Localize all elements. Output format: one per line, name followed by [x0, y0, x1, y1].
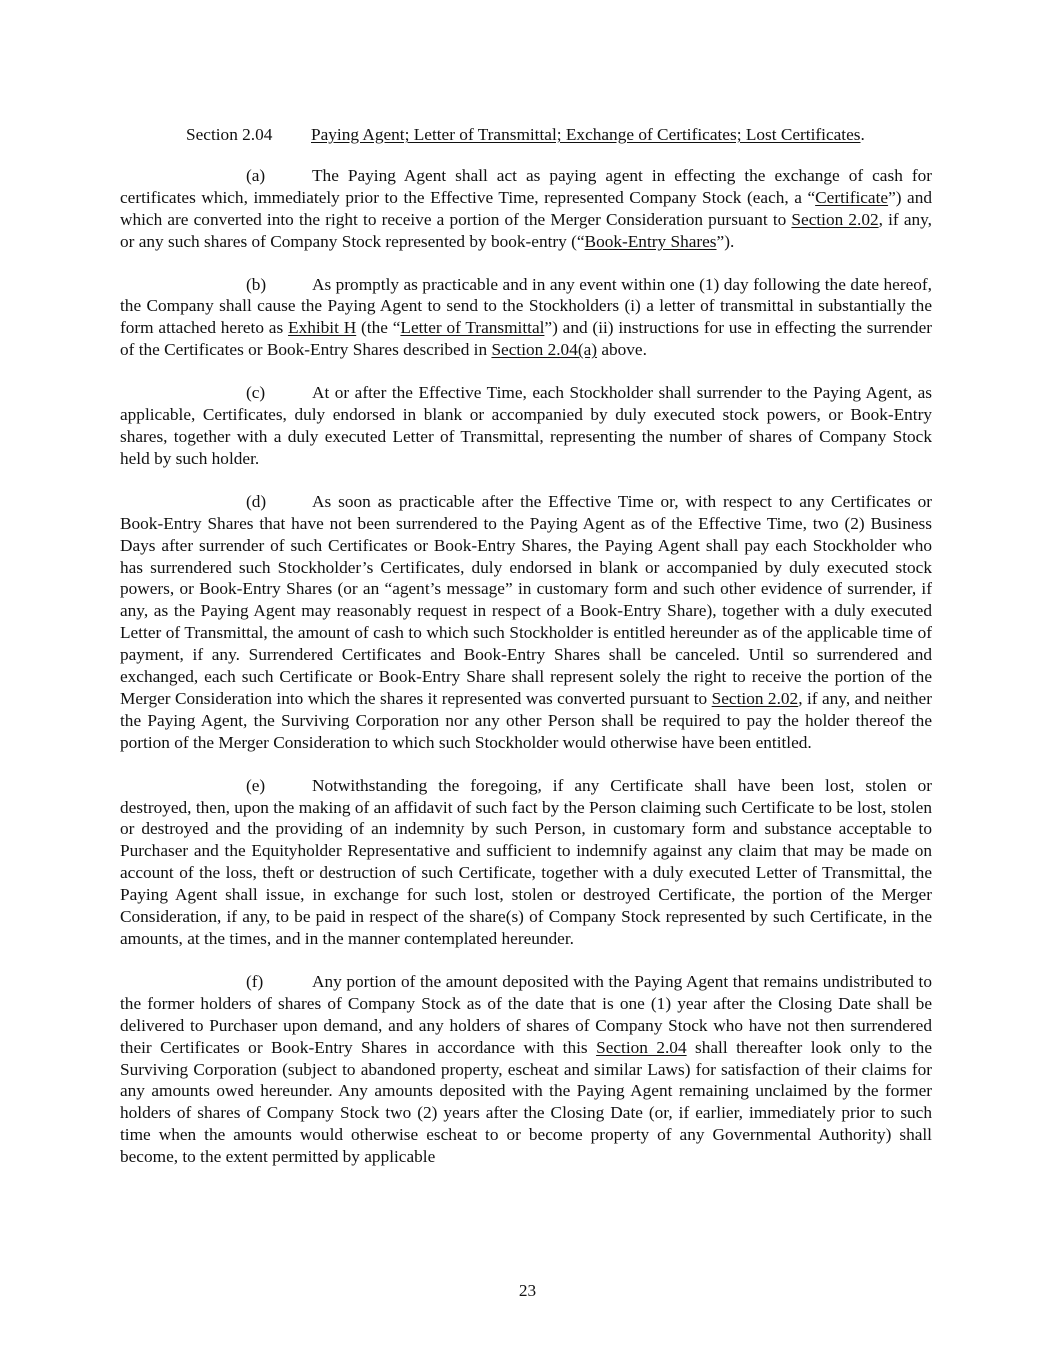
- document-page: [120, 124, 932, 1189]
- cross-reference-section-2-02: Section 2.02: [791, 209, 879, 229]
- paragraph-label: (d): [246, 491, 267, 511]
- section-number: Section 2.04: [186, 125, 273, 144]
- paragraph-c: (c) At or after the Effective Time, each Stockholder shall surrender to the Paying Agent, as applicable, Certificates, duly endorsed in blank or accompanied by duly executed stock powers, or Book-Entry shares, together with a duly executed Letter of Transmittal, representing the number of shares of Company Stock held by such holder.: [120, 383, 932, 468]
- paragraph-e: (e) Notwithstanding the foregoing, if any Certificate shall have been lost, stolen or destroyed, then, upon the making of an affidavit of such fact by the Person claiming such Certificate to be lost, stolen or destroyed and the providing of an indemnity by such Person, in customary form and substance acceptable to Purchaser and the Equityholder Representative and sufficient to indemnify against any claim that may be made on account of the loss, theft or destruction of such Certificate, together with a duly executed Letter of Transmittal, the Paying Agent shall issue, in exchange for such lost, stolen or destroyed Certificate, the portion of the Merger Consideration, if any, to be paid in respect of the share(s) of Company Stock represented by such Certificate, in the amounts, at the times, and in the manner contemplated hereunder.: [120, 775, 932, 948]
- defined-term-letter-of-transmittal: Letter of Transmittal: [400, 318, 545, 338]
- paragraph-label: (c): [246, 383, 266, 403]
- paragraph-a: (a) The Paying Agent shall act as paying agent in effecting the exchange of cash for certificates which, immediately prior to the Effective Time, represented Company Stock (each, a “Certificate”) and which are converted into the right to receive a portion of the Merger Consideration pursuant to Section 2.02, if any, or any such shares of Company Stock represented by book-entry (“Book-Entry Shares”).: [120, 165, 933, 251]
- cross-reference-section-2-04: Section 2.04: [596, 1037, 687, 1057]
- defined-term-book-entry-shares: Book-Entry Shares: [584, 231, 717, 251]
- page-number: 23: [518, 1281, 537, 1300]
- section-title: Paying Agent; Letter of Transmittal; Exchange of Certificates; Lost Certificates: [311, 125, 861, 144]
- cross-reference-exhibit-h: Exhibit H: [288, 318, 357, 338]
- paragraph-label: (f): [246, 971, 264, 991]
- cross-reference-section-2-02: Section 2.02: [711, 688, 799, 708]
- paragraph-d: (d) As soon as practicable after the Effective Time or, with respect to any Certificates or Book-Entry Shares that have not been surrendered to the Paying Agent as of the Effective Time, two (2) Business Days after surrender of such Certificates or Book-Entry Shares, the Paying Agent shall pay each Stockholder who has surrendered such Stockholder’s Certificates, duly endorsed in blank or accompanied by duly executed stock powers, or Book-Entry Shares (or an “agent’s message” in customary form and such other evidence of surrender, if any, as the Paying Agent may reasonably request in respect of a Book-Entry Share), together with a duly executed Letter of Transmittal, the amount of cash to which such Stockholder is entitled hereunder as of the applicable time of payment, if any. Surrendered Certificates and Book-Entry Shares shall be canceled. Until so surrendered and exchanged, each such Certificate or Book-Entry Share shall represent solely the right to receive the portion of the Merger Consideration into which the shares it represented was converted pursuant to Section 2.02, if any, and neither the Paying Agent, the Surviving Corporation nor any other Person shall be required to pay the holder thereof the portion of the Merger Consideration to which such Stockholder would otherwise have been entitled.: [120, 491, 932, 752]
- paragraph-label: (b): [246, 274, 267, 294]
- section-heading: Section 2.04 Paying Agent; Letter of Transmittal; Exchange of Certificates; Lost Certificates.: [186, 125, 865, 144]
- paragraph-b: (b) As promptly as practicable and in any event within one (1) day following the date hereof, the Company shall cause the Paying Agent to send to the Stockholders (i) a letter of transmittal in substantially the form attached hereto as Exhibit H (the “Letter of Transmittal”) and (ii) instructions for use in effecting the surrender of the Certificates or Book-Entry Shares described in Section 2.04(a) above.: [120, 274, 932, 360]
- paragraph-label: (a): [246, 165, 266, 185]
- defined-term-certificate: Certificate: [815, 187, 889, 207]
- cross-reference-section-2-04a: Section 2.04(a): [491, 340, 598, 360]
- paragraph-label: (e): [246, 775, 266, 795]
- paragraph-f: (f) Any portion of the amount deposited with the Paying Agent that remains undistributed to the former holders of shares of Company Stock as of the date that is one (1) year after the Closing Date shall be delivered to Purchaser upon demand, and any holders of shares of Company Stock who have not then surrendered their Certificates or Book-Entry Shares in accordance with this Section 2.04 shall thereafter look only to the Surviving Corporation (subject to abandoned property, escheat and similar Laws) for satisfaction of their claims for any amounts owed hereunder. Any amounts deposited with the Paying Agent remaining unclaimed by the former holders of shares of Company Stock two (2) years after the Closing Date (or, if earlier, immediately prior to such time when the amounts would otherwise escheat to or become property of any Governmental Authority) shall become, to the extent permitted by applicable: [120, 971, 932, 1167]
